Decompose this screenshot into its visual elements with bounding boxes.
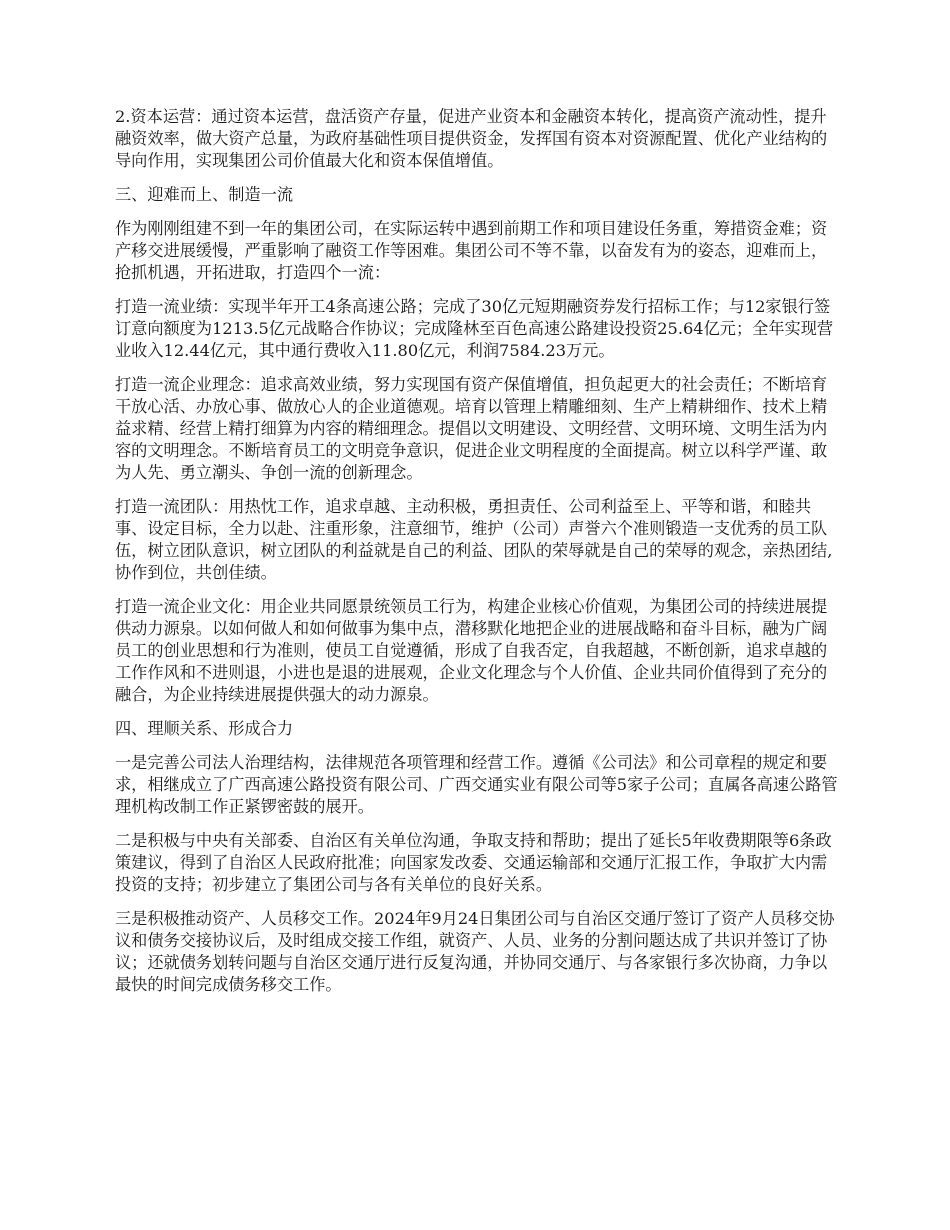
section-heading-4: 四、理顺关系、形成合力 — [115, 719, 294, 738]
paragraph-first-class-culture: 打造一流企业文化：用企业共同愿景统领员工行为，构建企业核心价值观，为集团公司的持续进展提供动力源泉。以如何做人和如何做事为集中点，潜移默化地把企业的进展战略和奋斗目标，融为广阔员工的创业思想和行为准则，使员工自觉遵循，形成了自我否定，自我超越，不断创新，追求卓越的工作作风和不进则退，小进也是退的进展观，企业文化理念与个人价值、企业共同价值得到了充分的融合，为企业持续进展提供强大的动力源泉。 — [115, 597, 828, 704]
paragraph-first-class-performance: 打造一流业绩：实现半年开工4条高速公路；完成了30亿元短期融资券发行招标工作；与12家银行签订意向额度为1213.5亿元战略合作协议；完成隆林至百色高速公路建设投资25.64亿元；全年实现营业收入12.44亿元，其中通行费收入11.80亿元，利润7584.23万元。 — [115, 297, 834, 360]
paragraph-first-class-team: 打造一流团队：用热忱工作，追求卓越、主动积极，勇担责任、公司利益至上、平等和谐，和睦共事、设定目标，全力以赴、注重形象，注意细节，维护（公司）声誉六个准则锻造一支优秀的员工队伍，树立团队意识，树立团队的利益就是自己的利益、团队的荣辱就是自己的荣辱的观念，亲热团结,协作到位，共创佳绩。 — [115, 497, 833, 582]
paragraph-governance: 一是完善公司法人治理结构，法律规范各项管理和经营工作。遵循《公司法》和公司章程的规定和要求，相继成立了广西高速公路投资有限公司、广西交通实业有限公司等5家子公司；直属各高速公路管理机构改制工作正紧锣密鼓的展开。 — [115, 753, 838, 816]
section-heading-3: 三、迎难而上、制造一流 — [115, 185, 294, 204]
paragraph-asset-transfer: 三是积极推动资产、人员移交工作。2024年9月24日集团公司与自治区交通厅签订了资产人员移交协议和债务交接协议后，及时组成交接工作组，就资产、人员、业务的分割问题达成了共识并签订了协议；还就债务划转问题与自治区交通厅进行反复沟通，并协同交通厅、与各家银行多次协商，力争以最快的时间完成债务移交工作。 — [115, 909, 835, 994]
document-page — [115, 106, 840, 1008]
paragraph-capital-operation: 2.资本运营：通过资本运营，盘活资产存量，促进产业资本和金融资本转化，提高资产流动性，提升融资效率，做大资产总量，为政府基础性项目提供资金，发挥国有资本对资源配置、优化产业结构的导向作用，实现集团公司价值最大化和资本保值增值。 — [115, 107, 828, 170]
paragraph-first-class-philosophy: 打造一流企业理念：追求高效业绩，努力实现国有资产保值增值，担负起更大的社会责任；不断培育干放心活、办放心事、做放心人的企业道德观。培育以管理上精雕细刻、生产上精耕细作、技术上精益求精、经营上精打细算为内容的精细理念。提倡以文明建设、文明经营、文明环境、文明生活为内容的文明理念。不断培育员工的文明竞争意识，促进企业文明程度的全面提高。树立以科学严谨、敢为人先、勇立潮头、争创一流的创新理念。 — [115, 375, 828, 482]
paragraph-intro-four-firsts: 作为刚刚组建不到一年的集团公司，在实际运转中遇到前期工作和项目建设任务重，筹措资金难；资产移交进展缓慢，严重影响了融资工作等困难。集团公司不等不靠，以奋发有为的姿态，迎难而上，抢抓机遇，开拓进取，打造四个一流： — [115, 219, 828, 282]
paragraph-communication: 二是积极与中央有关部委、自治区有关单位沟通，争取支持和帮助；提出了延长5年收费期限等6条政策建议，得到了自治区人民政府批准；向国家发改委、交通运输部和交通厅汇报工作，争取扩大内需投资的支持；初步建立了集团公司与各有关单位的良好关系。 — [115, 831, 832, 894]
